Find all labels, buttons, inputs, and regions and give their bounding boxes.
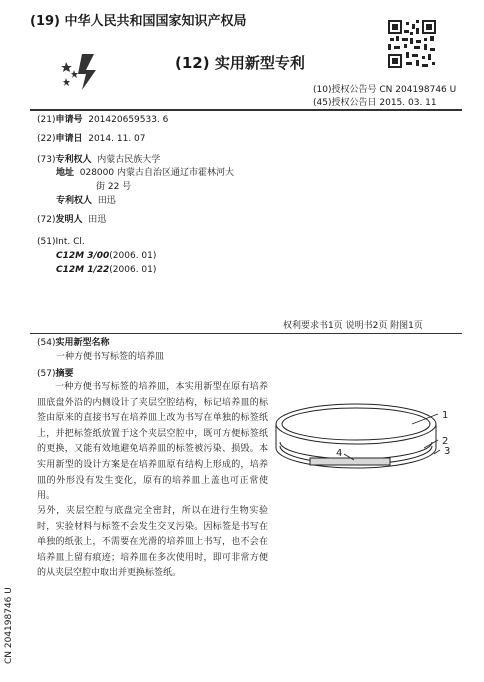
cnipa-emblem-icon [60,50,102,92]
address-label: 地址 [56,168,75,178]
office-name: 中华人民共和国国家知识产权局 [64,14,247,29]
title-code: (54) [37,338,56,348]
petri-dish-figure [270,392,464,502]
figure-label-4: 4 [336,448,343,459]
dish-outer-rim [276,404,436,444]
patentee-label: 专利权人 [55,155,92,165]
pub-date-label: 授权公告日 [331,98,377,108]
label-pocket [310,458,390,465]
pub-date [313,97,437,109]
pub-number-label: 授权公告号 [331,85,377,95]
inventor [37,214,106,226]
int-cl-code: (51) [37,237,56,247]
int-cl-item [56,250,156,262]
abstract-label: 摘要 [55,369,74,379]
app-number-value: 201420659533. 6 [88,115,169,125]
inventor-code: (72) [37,215,56,225]
app-date-value: 2014. 11. 07 [88,134,146,144]
app-number [37,114,168,126]
address-line2: 街 22 号 [96,182,132,192]
app-number-code: (21) [37,115,56,125]
patentee-value: 内蒙古民族大学 [97,155,161,165]
title-label: 实用新型名称 [55,338,110,348]
office-header [30,10,247,29]
doc-kind-code: (12) [175,54,210,72]
patentee-code: (73) [37,155,56,165]
figure-label-3: 3 [444,446,451,457]
int-cl-class: C12M 1/22 [56,265,110,275]
patentee2-value: 田迅 [97,196,116,206]
address [56,167,234,179]
header-divider [30,109,462,111]
qr-code-icon [388,20,436,68]
pub-number-code: (10) [313,85,332,95]
int-cl [37,236,85,248]
patentee2 [56,195,116,207]
title-heading [37,337,110,349]
doc-kind-label: 实用新型专利 [214,54,305,72]
utility-model-title: 一种方便书写标签的培养皿 [56,352,165,362]
int-cl-label: Int. Cl. [55,237,85,247]
int-cl-class: C12M 3/00 [56,251,110,261]
address-line1: 028000 内蒙古自治区通辽市霍林河大 [79,168,234,178]
abstract-text-top: 一种方便书写标签的培养皿，本实用新型在原有培养皿底盘外沿的内侧设计了夹层空腔结构，标记培养皿的标签由原来的直接书写在培养皿上改为书写在单独的标签纸上，并把标签纸放置于这个夹层空腔中，既可方便标签纸的更换，又能有效地避免培养皿的标签被污染、损毁。本实用新型的设计方案是在培养皿原有结构上形成的，培养皿的外形没有发生变化，原有的培养皿上盖也可正常使用。 [37,382,268,502]
side-publication-number: CN 204198746 U [4,587,14,664]
figure-label-2: 2 [442,436,449,447]
doc-kind [175,52,305,73]
pub-number-value: CN 204198746 U [379,85,457,95]
pub-date-code: (45) [313,98,332,108]
office-code: (19) [30,14,60,29]
inventor-value: 田迅 [88,215,107,225]
inventor-label: 发明人 [55,215,83,225]
pages-info: 权利要求书1页 说明书2页 附图1页 [283,321,423,331]
pub-number [313,84,456,96]
int-cl-version: (2006. 01) [109,251,157,261]
app-date [37,133,146,145]
app-date-code: (22) [37,134,56,144]
dish-inner-rim [282,408,430,440]
app-number-label: 申请号 [55,115,83,125]
section-divider [30,333,462,334]
int-cl-item [56,264,156,276]
figure-label-1: 1 [442,410,449,421]
abstract-text-bottom: 另外，夹层空腔与底盘完全密封，所以在进行生物实验时，实验材料与标签不会发生交叉污染。因标签是书写在单独的纸张上，不需要在光滑的培养皿上书写，也不会在培养皿上留有痕迹；培养皿在多次使用时，即可非常方便的从夹层空腔中取出并更换标签纸。 [37,506,268,579]
patentee [37,154,160,166]
int-cl-version: (2006. 01) [109,265,157,275]
abstract-heading [37,368,74,380]
app-date-label: 申请日 [55,134,83,144]
pub-date-value: 2015. 03. 11 [379,98,437,108]
abstract-code: (57) [37,369,56,379]
patentee2-label: 专利权人 [56,196,93,206]
